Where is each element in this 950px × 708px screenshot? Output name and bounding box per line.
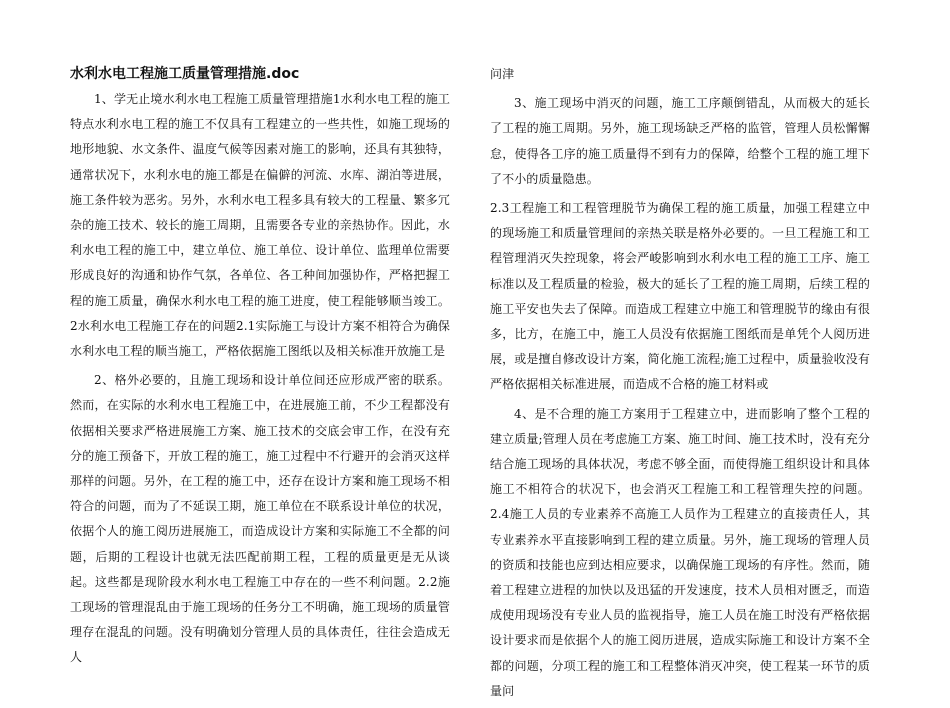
- paragraph: 2.3工程施工和工程管理脱节为确保工程的施工质量，加强工程建立中的现场施工和质量管理间的亲热关联是格外必要的。一旦工程施工和工程管理消灭失控现象，将会严峻影响到水利水电工程的施工工序、施工标准以及工程质量的检验，极大的延长了工程的施工周期，后续工程的施工平安也失去了保障。而造成工程建立中施工和管理脱节的缘由有很多，比方，在施工中，施工人员没有依据施工图纸而是单凭个人阅历进展，或是擅自修改设计方案，简化施工流程;施工过程中，质量验收没有严格依据相关标准进展，而造成不合格的施工材料或: [490, 201, 870, 392]
- document-title: 水利水电工程施工质量管理措施.doc: [70, 66, 300, 82]
- paragraph: 1、学无止境水利水电工程施工质量管理措施1水利水电工程的施工特点水利水电工程的施工不仅具有工程建立的一些共性，如施工现场的地形地貌、水文条件、温度气候等因素对施工的影响，还具有其独特，通常状况下，水利水电的施工都是在偏僻的河流、水库、湖泊等进展，施工条件较为恶劣。另外，水利水电工程多具有较大的工程量、繁多冗杂的施工技术、较长的施工周期，且需要各专业的亲热协作。因此，水利水电工程的施工中，建立单位、施工单位、设计单位、监理单位需要形成良好的沟通和协作气氛，各单位、各工种间加强协作，严格把握工程的施工质量，确保水利水电工程的施工进度，使工程能够顺当竣工。2水利水电工程施工存在的问题2.1实际施工与设计方案不相符合为确保水利水电工程的顺当施工，严格依据施工图纸以及相关标准开放施工是: [70, 92, 450, 359]
- paragraph: 2、格外必要的，且施工现场和设计单位间还应形成严密的联系。然而，在实际的水利水电工程施工中，在进展施工前，不少工程都没有依据相关要求严格进展施工方案、施工技术的交底会审工作，在没有充分的施工预备下，开放工程的施工，施工过程中不行避开的会消灭这样那样的问题。另外，在工程的施工中，还存在设计方案和施工现场不相符合的问题，而为了不延误工期，施工单位在不联系设计单位的状况，依据个人的施工阅历进展施工，而造成设计方案和实际施工不全都的问题，后期的工程设计也就无法匹配前期工程，工程的质量更是无从谈起。这些都是现阶段水利水电工程施工中存在的一些不利问题。2.2施工现场的管理混乱由于施工现场的任务分工不明确，施工现场的质量管理存在混乱的问题。没有明确划分管理人员的具体责任，往往会造成无人: [70, 373, 450, 665]
- right-column: [490, 62, 870, 708]
- left-column: [70, 62, 450, 675]
- paragraph: 4、是不合理的施工方案用于工程建立中，进而影响了整个工程的建立质量;管理人员在考虑施工方案、施工时间、施工技术时，没有充分结合施工现场的具体状况，考虑不够全面，而使得施工组织设计和具体施工不相符合的状况下，也会消灭工程施工和工程管理失控的问题。2.4施工人员的专业素养不高施工人员作为工程建立的直接责任人，其专业素养水平直接影响到工程的建立质量。另外，施工现场的管理人员的资质和技能也应到达相应要求，以确保施工现场的有序性。然而，随着工程建立进程的加快以及迅猛的开发速度，技术人员相对匮乏，而造成使用现场没有专业人员的监视指导，施工人员在施工时没有严格依据设计要求而是依据个人的施工阅历进展，造成实际施工和设计方案不全都的问题，分项工程的施工和工程整体消灭冲突，使工程某一环节的质量问: [490, 406, 870, 698]
- paragraph: 问津: [490, 67, 515, 81]
- paragraph: 3、施工现场中消灭的问题，施工工序颠倒错乱，从而极大的延长了工程的施工周期。另外，施工现场缺乏严格的监管，管理人员松懈懈怠，使得各工序的施工质量得不到有力的保障，给整个工程的施工埋下了不小的质量隐患。: [490, 96, 870, 186]
